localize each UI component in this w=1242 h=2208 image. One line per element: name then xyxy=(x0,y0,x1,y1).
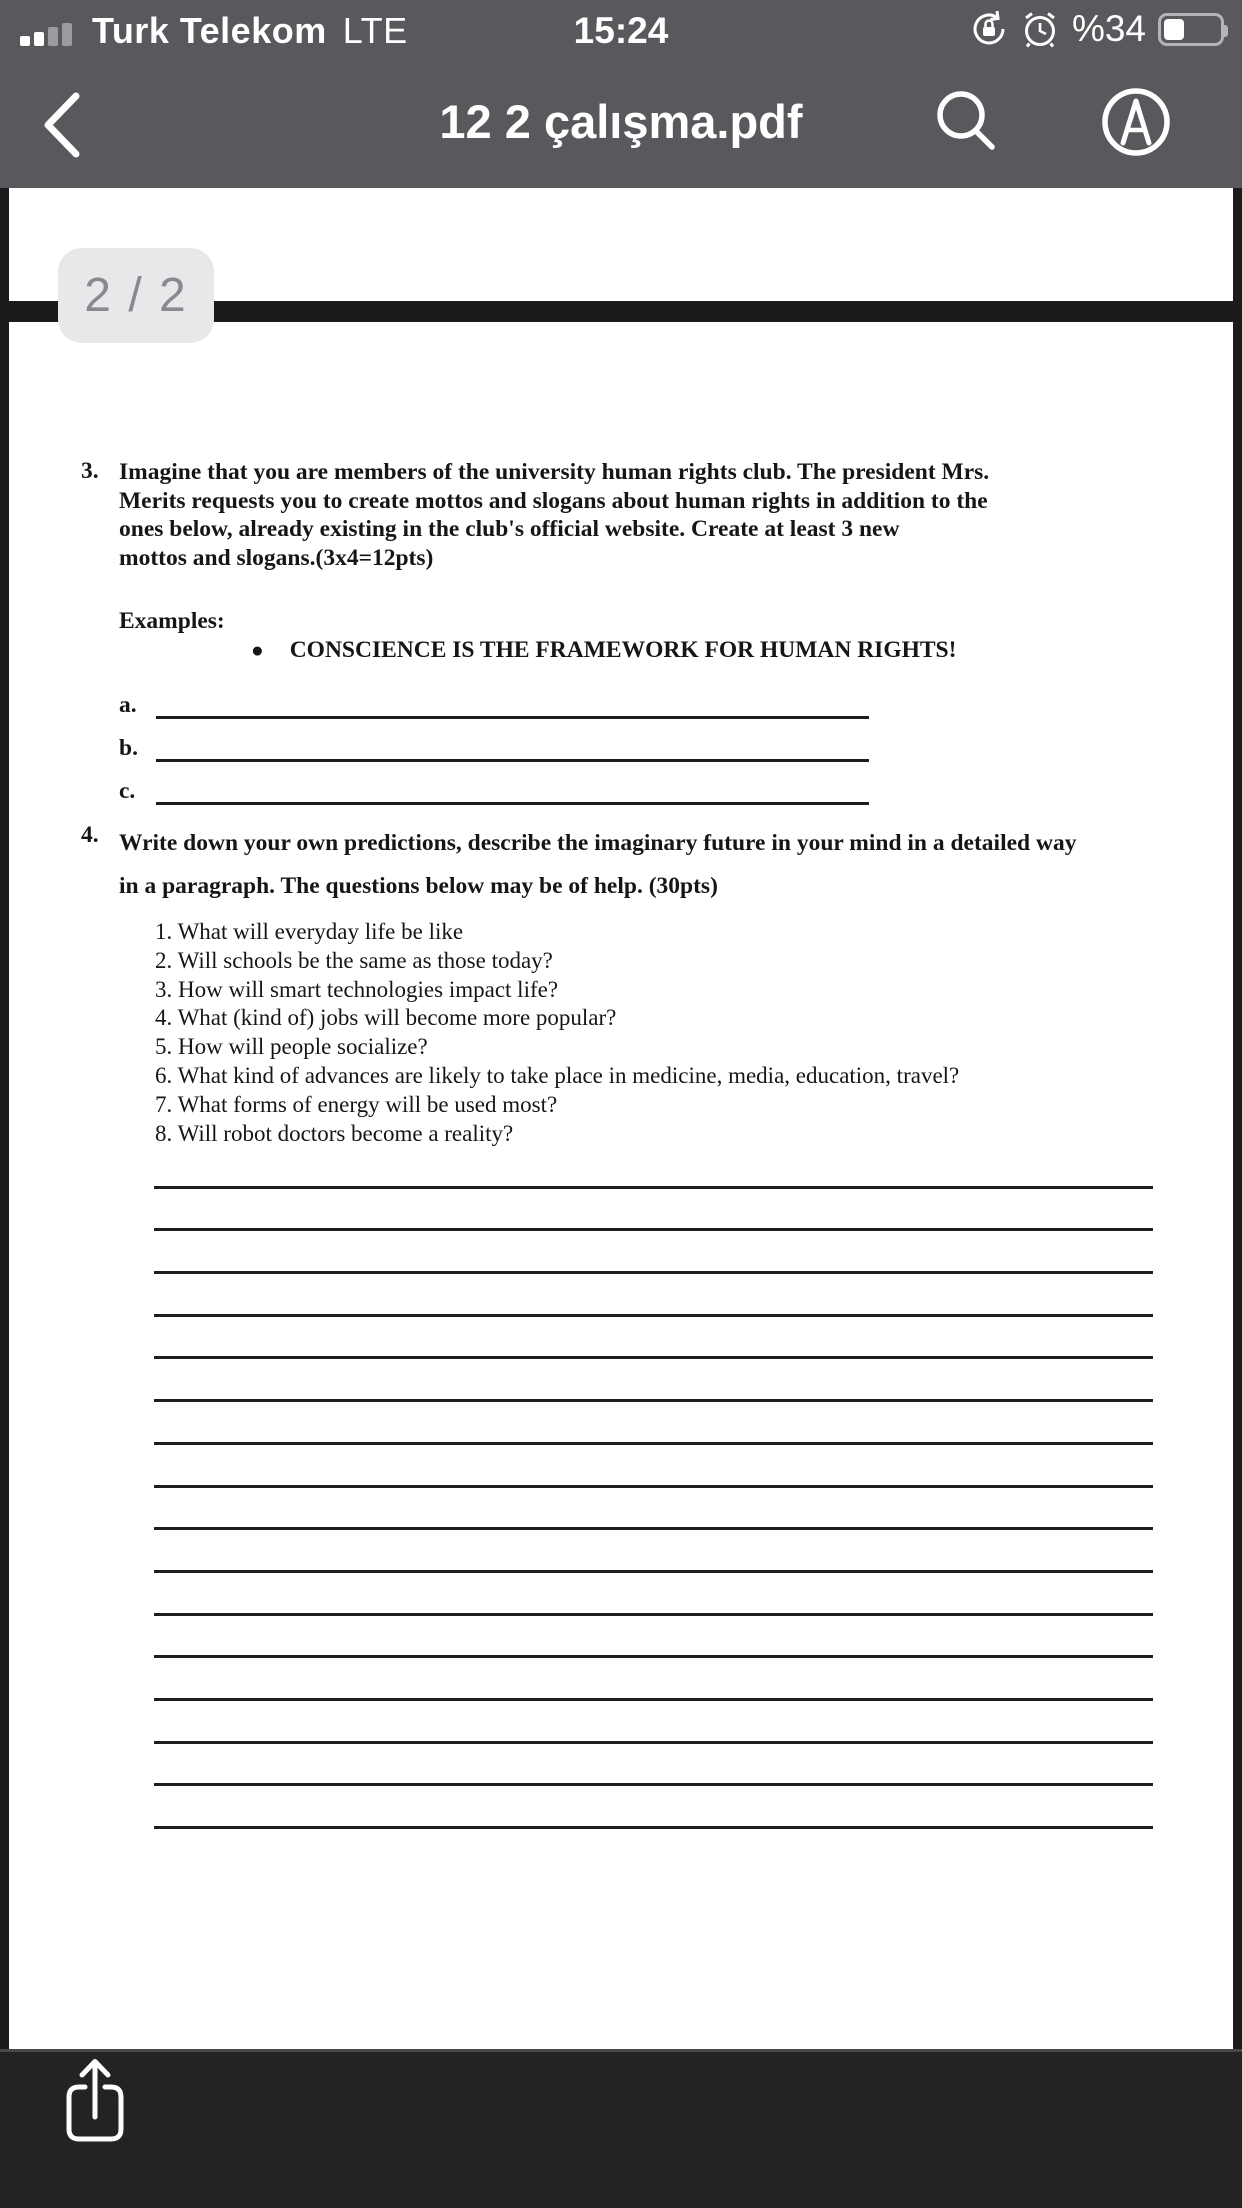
search-icon xyxy=(928,84,1004,160)
rotation-lock-icon xyxy=(970,10,1008,48)
pdf-scroll-view[interactable] xyxy=(0,188,1242,2049)
writing-line xyxy=(154,1701,1153,1744)
share-icon xyxy=(62,2055,132,2145)
markup-pen-icon xyxy=(1098,84,1174,160)
helper-question-item: 1. What will everyday life be like xyxy=(155,919,464,944)
example-slogan-text: CONSCIENCE IS THE FRAMEWORK FOR HUMAN RIGHTS! xyxy=(289,637,957,663)
helper-question-item: 7. What forms of energy will be used most? xyxy=(155,1091,558,1117)
worksheet-content xyxy=(9,322,1233,2049)
question-4-number: 4. xyxy=(81,822,99,848)
answer-label: c. xyxy=(119,778,136,804)
writing-line xyxy=(154,1146,1153,1189)
helper-question-item: 4. What (kind of) jobs will become more popular? xyxy=(155,1005,617,1031)
writing-line xyxy=(154,1744,1153,1787)
answer-row xyxy=(9,735,1233,778)
battery-percent-label: %34 xyxy=(1071,8,1146,49)
writing-line xyxy=(154,1359,1153,1402)
answer-label: b. xyxy=(119,735,138,761)
page-indicator-label: 2 / 2 xyxy=(84,269,188,322)
helper-question-item: 5. How will people socialize? xyxy=(155,1034,428,1060)
writing-line xyxy=(154,1616,1153,1659)
page-indicator-badge xyxy=(58,248,214,343)
network-type-label: LTE xyxy=(342,10,408,51)
question-3-text: Imagine that you are members of the university human rights club. The president Mrs. Merits requests you to create mottos and slogans about human rights in addition to the ones below, already existing in the club's official website. Create at least 3 new mottos and slogans.(3x4=12pts) xyxy=(119,459,990,571)
examples-label: Examples: xyxy=(119,608,225,634)
writing-line xyxy=(154,1658,1153,1701)
question-4 xyxy=(81,822,1201,908)
writing-line xyxy=(154,1573,1153,1616)
battery-icon xyxy=(1158,13,1224,46)
alarm-clock-icon xyxy=(1020,9,1060,49)
status-bar xyxy=(0,0,1242,62)
example-slogan-row xyxy=(251,637,956,664)
question-3 xyxy=(81,458,1161,572)
answer-row xyxy=(9,778,1233,821)
helper-questions-list xyxy=(155,918,959,1148)
nav-bar xyxy=(0,62,1242,188)
answer-blanks xyxy=(9,692,1233,821)
writing-line xyxy=(154,1786,1153,1829)
writing-line xyxy=(154,1317,1153,1360)
answer-write-line xyxy=(156,759,869,762)
answer-row xyxy=(9,692,1233,735)
status-right-cluster xyxy=(970,8,1224,50)
pdf-page-2 xyxy=(9,322,1233,2049)
toolbar-divider xyxy=(0,2049,1242,2052)
question-4-text: Write down your own predictions, describe the imaginary future in your mind in a detailed way in a paragraph. The questions below may be of help. (30pts) xyxy=(119,830,1077,899)
writing-line xyxy=(154,1402,1153,1445)
writing-line xyxy=(154,1445,1153,1488)
answer-label: a. xyxy=(119,692,137,718)
helper-question-item: 8. Will robot doctors become a reality? xyxy=(155,1120,514,1146)
answer-write-line xyxy=(156,802,869,805)
share-button[interactable] xyxy=(62,2055,132,2149)
bullet-icon: ● xyxy=(251,638,264,662)
writing-lines xyxy=(154,1146,1153,1829)
search-button[interactable] xyxy=(928,84,1004,160)
question-3-number: 3. xyxy=(81,458,99,484)
helper-question-item: 3. How will smart technologies impact life? xyxy=(155,976,559,1002)
writing-line xyxy=(154,1274,1153,1317)
helper-question-item: 6. What kind of advances are likely to take place in medicine, media, education, travel? xyxy=(155,1062,960,1088)
document-title: 12 2 çalışma.pdf xyxy=(439,95,803,148)
top-chrome xyxy=(0,0,1242,188)
writing-line xyxy=(154,1488,1153,1531)
writing-line xyxy=(154,1231,1153,1274)
carrier-name: Turk Telekom xyxy=(92,10,327,51)
answer-write-line xyxy=(156,716,869,719)
helper-question-item: 2. Will schools be the same as those today? xyxy=(155,947,553,973)
markup-button[interactable] xyxy=(1098,84,1174,160)
writing-line xyxy=(154,1189,1153,1232)
bottom-toolbar xyxy=(0,2049,1242,2208)
writing-line xyxy=(154,1530,1153,1573)
status-time: 15:24 xyxy=(573,10,669,51)
